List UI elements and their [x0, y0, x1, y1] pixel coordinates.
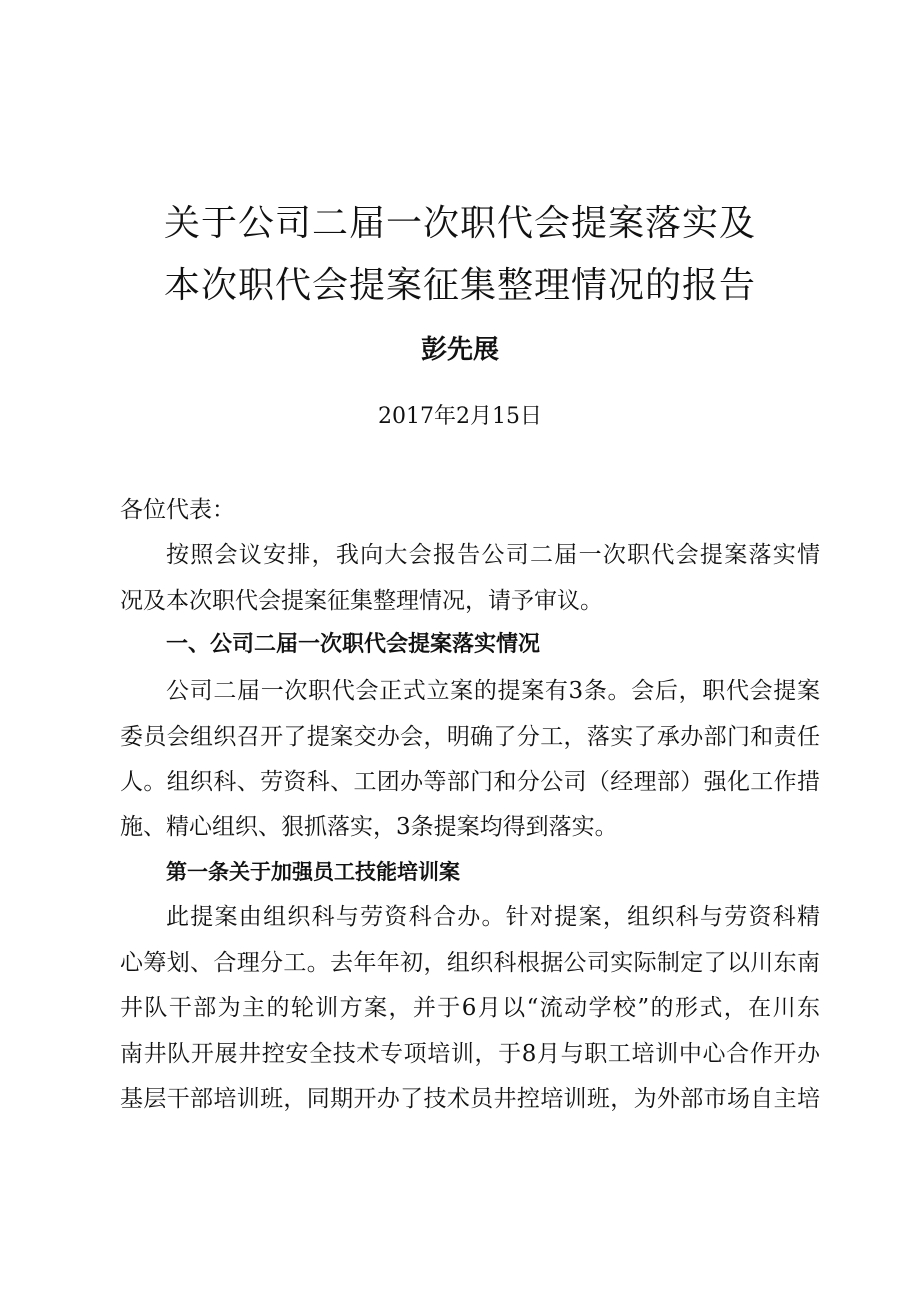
section-1-line: 公司二届一次职代会正式立案的提案有3条。会后，职代会提案	[166, 678, 820, 704]
item-1-line: 此提案由组织科与劳资科合办。针对提案，组织科与劳资科精	[166, 904, 820, 930]
section-1-heading: 一、公司二届一次职代会提案落实情况	[166, 632, 541, 657]
item-1-line: 基层干部培训班，同期开办了技术员井控培训班，为外部市场自主培	[120, 1086, 820, 1112]
intro-line: 按照会议安排，我向大会报告公司二届一次职代会提案落实情	[166, 542, 820, 568]
author-name: 彭先展	[420, 335, 499, 365]
item-1-line: 南井队开展井控安全技术专项培训，于8月与职工培训中心合作开办	[120, 1041, 820, 1067]
intro-line: 况及本次职代会提案征集整理情况，请予审议。	[120, 588, 603, 614]
item-1-heading: 第一条关于加强员工技能培训案	[166, 860, 460, 884]
report-title-line-2: 本次职代会提案征集整理情况的报告	[163, 265, 756, 306]
report-date: 2017年2月15日	[378, 404, 542, 429]
report-title-line-1: 关于公司二届一次职代会提案落实及	[163, 203, 756, 244]
section-1-line: 委员会组织召开了提案交办会，明确了分工，落实了承办部门和责任	[120, 724, 820, 750]
item-1-line: 井队干部为主的轮训方案，并于6月以“流动学校”的形式，在川东	[120, 995, 820, 1021]
item-1-line: 心筹划、合理分工。去年年初，组织科根据公司实际制定了以川东南	[120, 950, 820, 976]
salutation: 各位代表：	[120, 497, 235, 523]
section-1-line: 人。组织科、劳资科、工团办等部门和分公司（经理部）强化工作措	[120, 769, 820, 795]
section-1-line: 施、精心组织、狠抓落实，3条提案均得到落实。	[120, 814, 618, 840]
